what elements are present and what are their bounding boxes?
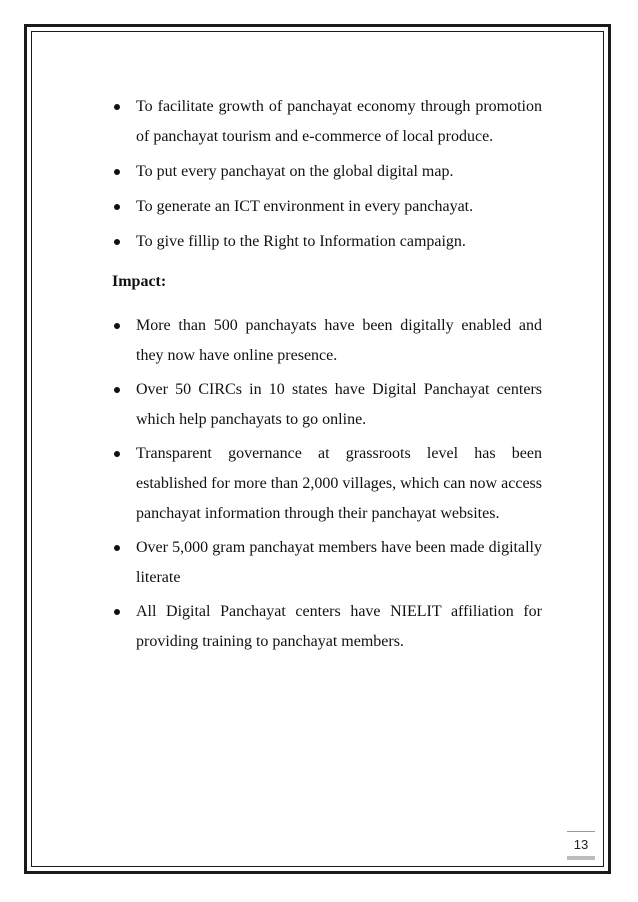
page-number <box>567 831 595 860</box>
list-item: To put every panchayat on the global digital map. <box>112 157 542 187</box>
impact-heading: Impact: <box>112 273 167 290</box>
page-number-bar <box>567 856 595 860</box>
list-item: To facilitate growth of panchayat economy through promotion of panchayat tourism and e-commerce of local produce. <box>112 92 542 152</box>
bullet-icon <box>114 239 120 245</box>
list-item: To give fillip to the Right to Information campaign. <box>112 227 542 257</box>
list-item: Transparent governance at grassroots level has been established for more than 2,000 villages, which can now access panchayat information through their panchayat websites. <box>112 439 542 529</box>
list-item: Over 50 CIRCs in 10 states have Digital Panchayat centers which help panchayats to go online. <box>112 375 542 435</box>
list-item: All Digital Panchayat centers have NIELIT affiliation for providing training to panchayat members. <box>112 597 542 657</box>
bullet-icon <box>114 387 120 393</box>
impact-list <box>112 311 542 657</box>
bullet-icon <box>114 451 120 457</box>
list-item: Over 5,000 gram panchayat members have been made digitally literate <box>112 533 542 593</box>
bullet-icon <box>114 204 120 210</box>
page-content <box>112 92 542 661</box>
bullet-icon <box>114 104 120 110</box>
list-item: More than 500 panchayats have been digitally enabled and they now have online presence. <box>112 311 542 371</box>
page-number-text: 13 <box>573 837 589 852</box>
bullet-icon <box>114 545 120 551</box>
bullet-icon <box>114 169 120 175</box>
bullet-icon <box>114 609 120 615</box>
bullet-icon <box>114 323 120 329</box>
list-item: To generate an ICT environment in every panchayat. <box>112 192 542 222</box>
objectives-list <box>112 92 542 257</box>
